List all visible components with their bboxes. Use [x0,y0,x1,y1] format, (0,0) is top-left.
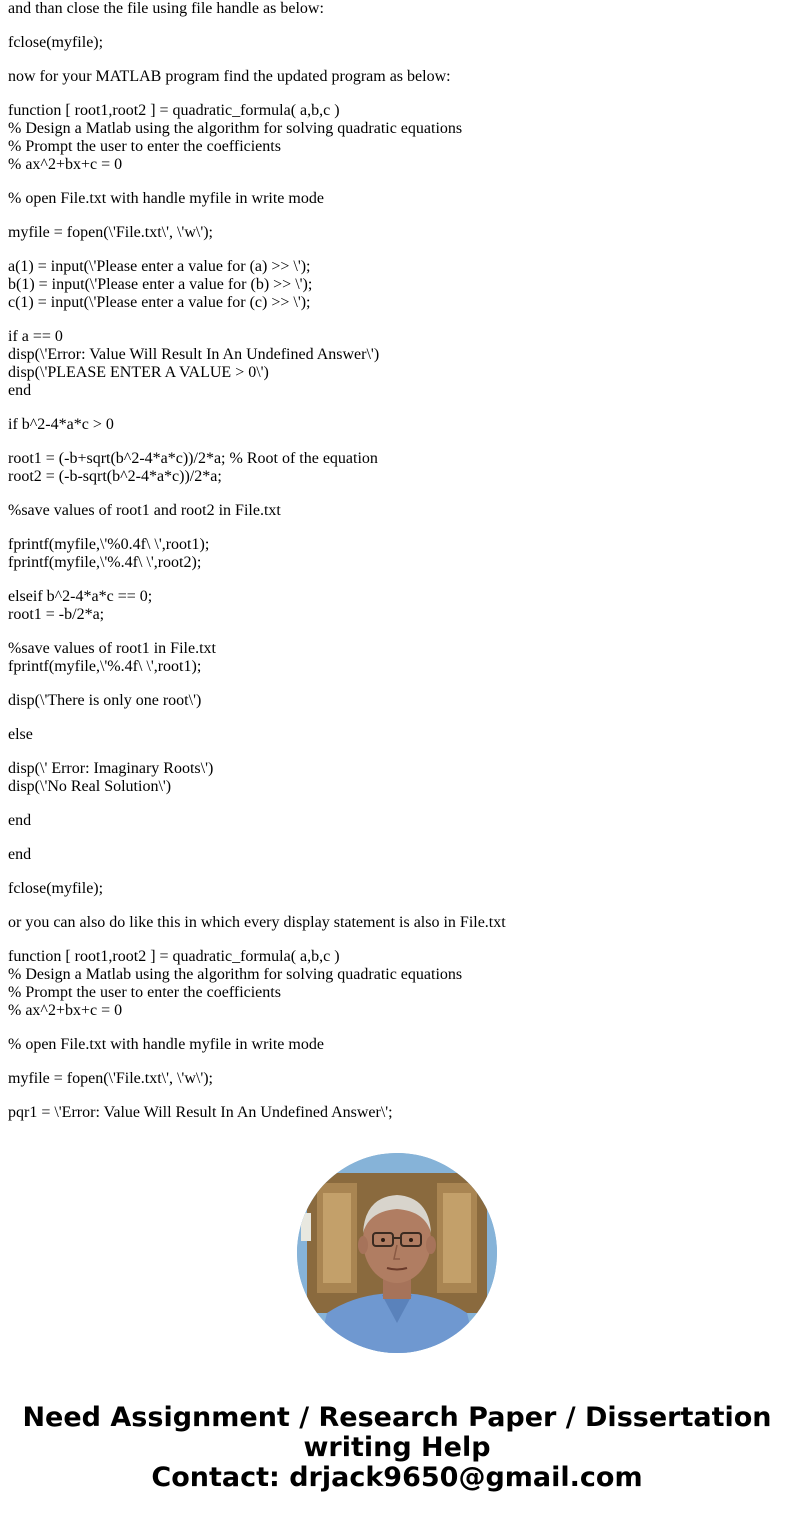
text-paragraph [8,224,788,242]
text-paragraph [8,190,788,208]
text-line: root2 = (-b-sqrt(b^2-4*a*c))/2*a; [8,468,222,485]
text-line: fclose(myfile); [8,880,104,897]
text-line: % ax^2+bx+c = 0 [8,156,123,173]
text-line: c(1) = input(\'Please enter a value for (c) >> \'); [8,294,311,311]
text-line: pqr1 = \'Error: Value Will Result In An Undefined Answer\'; [8,1104,393,1121]
text-paragraph [8,258,788,312]
text-paragraph [8,760,788,796]
answer-content [8,0,788,1138]
text-line: myfile = fopen(\'File.txt\', \'w\'); [8,1070,213,1087]
text-line: %save values of root1 in File.txt [8,640,216,657]
text-line: end [8,812,32,829]
text-line: fprintf(myfile,\'%.4f\ \',root2); [8,554,202,571]
text-paragraph [8,34,788,52]
text-line: a(1) = input(\'Please enter a value for (a) >> \'); [8,258,311,275]
text-line: disp(\'PLEASE ENTER A VALUE > 0\') [8,364,269,381]
text-paragraph [8,880,788,898]
author-avatar [297,1153,497,1353]
text-line: or you can also do like this in which every display statement is also in File.txt [8,914,506,931]
promo-contact: Contact: drjack9650@gmail.com [151,1462,643,1493]
promo-banner [0,1403,794,1493]
text-line: now for your MATLAB program find the updated program as below: [8,68,451,85]
text-line: function [ root1,root2 ] = quadratic_formula( a,b,c ) [8,948,340,965]
text-line: and than close the file using file handle as below: [8,0,324,17]
text-paragraph [8,1070,788,1088]
text-line: b(1) = input(\'Please enter a value for (b) >> \'); [8,276,313,293]
text-line: % Design a Matlab using the algorithm for solving quadratic equations [8,966,463,983]
text-paragraph [8,588,788,624]
text-line: function [ root1,root2 ] = quadratic_formula( a,b,c ) [8,102,340,119]
text-paragraph [8,102,788,174]
promo-line-2: writing Help [303,1432,491,1463]
text-line: disp(\'Error: Value Will Result In An Undefined Answer\') [8,346,380,363]
promo-line-1: Need Assignment / Research Paper / Dissertation [22,1402,772,1433]
text-paragraph [8,846,788,864]
text-line: if a == 0 [8,328,63,345]
text-paragraph [8,416,788,434]
text-paragraph [8,68,788,86]
text-paragraph [8,812,788,830]
text-paragraph [8,1036,788,1054]
text-line: end [8,382,32,399]
text-line: end [8,846,32,863]
text-line: root1 = -b/2*a; [8,606,105,623]
text-paragraph [8,328,788,400]
text-line: fclose(myfile); [8,34,104,51]
text-line: fprintf(myfile,\'%0.4f\ \',root1); [8,536,210,553]
text-paragraph [8,914,788,932]
text-line: else [8,726,33,743]
text-paragraph [8,0,788,18]
text-line: elseif b^2-4*a*c == 0; [8,588,153,605]
text-paragraph [8,1104,788,1122]
text-paragraph [8,726,788,744]
text-line: % Design a Matlab using the algorithm for solving quadratic equations [8,120,463,137]
text-line: % open File.txt with handle myfile in write mode [8,190,324,207]
text-line: % ax^2+bx+c = 0 [8,1002,123,1019]
text-line: %save values of root1 and root2 in File.txt [8,502,281,519]
text-line: fprintf(myfile,\'%.4f\ \',root1); [8,658,202,675]
text-line: disp(\' Error: Imaginary Roots\') [8,760,214,777]
text-line: % Prompt the user to enter the coefficients [8,984,281,1001]
person-photo-icon [297,1153,497,1353]
text-paragraph [8,692,788,710]
text-line: disp(\'There is only one root\') [8,692,202,709]
text-line: % Prompt the user to enter the coefficients [8,138,281,155]
text-line: root1 = (-b+sqrt(b^2-4*a*c))/2*a; % Root of the equation [8,450,378,467]
text-paragraph [8,450,788,486]
text-line: disp(\'No Real Solution\') [8,778,172,795]
text-line: myfile = fopen(\'File.txt\', \'w\'); [8,224,213,241]
text-paragraph [8,536,788,572]
text-line: % open File.txt with handle myfile in write mode [8,1036,324,1053]
text-paragraph [8,640,788,676]
text-line: if b^2-4*a*c > 0 [8,416,114,433]
text-paragraph [8,948,788,1020]
text-paragraph [8,502,788,520]
